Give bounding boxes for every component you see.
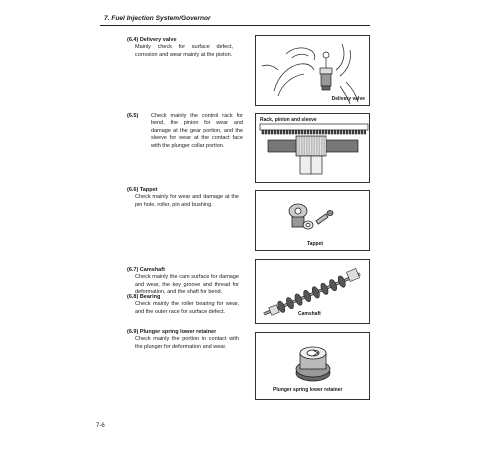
rack-tooth — [310, 130, 312, 134]
rack-tooth — [322, 130, 324, 134]
section-6-6-heading: (6.6) Tappet — [127, 187, 158, 193]
title-rule — [100, 25, 370, 26]
section-6-9-text: Check mainly the portion in contact with the plunger for deformation and wear. — [135, 336, 239, 350]
section-6-9 — [127, 329, 239, 351]
figure-delivery-valve — [255, 35, 370, 106]
rack-tooth — [355, 130, 357, 134]
section-6-5-text: Check mainly the control rack for bend, the pinion for wear and damage at the gear portion, and the sleeve for wear at the contact face with the plunger collar portion. — [151, 113, 243, 149]
rack-tooth — [295, 130, 297, 134]
section-6-4 — [127, 37, 233, 59]
rack-tooth — [337, 130, 339, 134]
rack-tooth — [280, 130, 282, 134]
rack-pinion-illustration — [256, 114, 370, 183]
rack-tooth — [316, 130, 318, 134]
section-6-7 — [127, 267, 239, 297]
rack-tooth — [292, 130, 294, 134]
rack-tooth — [289, 130, 291, 134]
rack-tooth — [331, 130, 333, 134]
figure-retainer — [255, 332, 370, 400]
section-6-6 — [127, 187, 239, 209]
rack-tooth — [262, 130, 264, 134]
rack-tooth — [319, 130, 321, 134]
page-number: 7-6 — [96, 423, 105, 429]
section-6-7-heading: (6.7) Camshaft — [127, 267, 165, 273]
rack-tooth — [265, 130, 267, 134]
section-6-8-heading: (6.8) Bearing — [127, 294, 161, 300]
caption-tappet: Tappet — [307, 241, 324, 247]
rack-tooth — [301, 130, 303, 134]
figure-camshaft — [255, 259, 370, 324]
section-6-6-text: Check mainly for wear and damage at the pin hole, roller, pin and bushing. — [135, 194, 239, 208]
section-title: 7. Fuel Injection System/Governor — [104, 15, 211, 22]
rack-tooth — [334, 130, 336, 134]
section-6-4-text: Mainly check for surface defect, corrosion and wear mainly at the piston. — [135, 44, 233, 58]
rack-tooth — [325, 130, 327, 134]
rack-tooth — [313, 130, 315, 134]
rack-tooth — [304, 130, 306, 134]
section-6-7-text: Check mainly the cam surface for damage and wear, the key groove and thread for deformation, and the shaft for bend. — [135, 274, 239, 296]
rack-tooth — [346, 130, 348, 134]
section-6-5-heading: (6.5) — [127, 113, 139, 119]
rack-tooth — [307, 130, 309, 134]
rack-tooth — [340, 130, 342, 134]
rack-tooth — [271, 130, 273, 134]
rack-tooth — [343, 130, 345, 134]
figure-rack-pinion — [255, 113, 370, 183]
caption-camshaft: Camshaft — [298, 311, 321, 317]
rack-tooth — [268, 130, 270, 134]
rack-tooth — [328, 130, 330, 134]
rack-tooth — [283, 130, 285, 134]
caption-delivery-valve: Delivery valve — [331, 96, 365, 102]
rack-tooth — [352, 130, 354, 134]
section-6-5 — [127, 113, 243, 150]
rack-tooth — [286, 130, 288, 134]
caption-retainer: Plunger spring lower retainer — [273, 387, 343, 393]
rack-tooth — [277, 130, 279, 134]
rack-tooth — [364, 130, 366, 134]
figure-tappet — [255, 190, 370, 251]
section-6-4-heading: (6.4) Delivery valve — [127, 37, 177, 43]
rack-tooth — [349, 130, 351, 134]
section-6-8 — [127, 294, 239, 316]
rack-tooth — [274, 130, 276, 134]
section-6-8-text: Check mainly the roller bearing for wear, and the outer race for surface defect. — [135, 301, 239, 315]
rack-tooth — [298, 130, 300, 134]
caption-rack-pinion: Rack, pinion and sleeve — [260, 117, 317, 123]
rack-tooth — [361, 130, 363, 134]
section-6-9-heading: (6.9) Plunger spring lower retainer — [127, 329, 217, 335]
rack-tooth — [358, 130, 360, 134]
